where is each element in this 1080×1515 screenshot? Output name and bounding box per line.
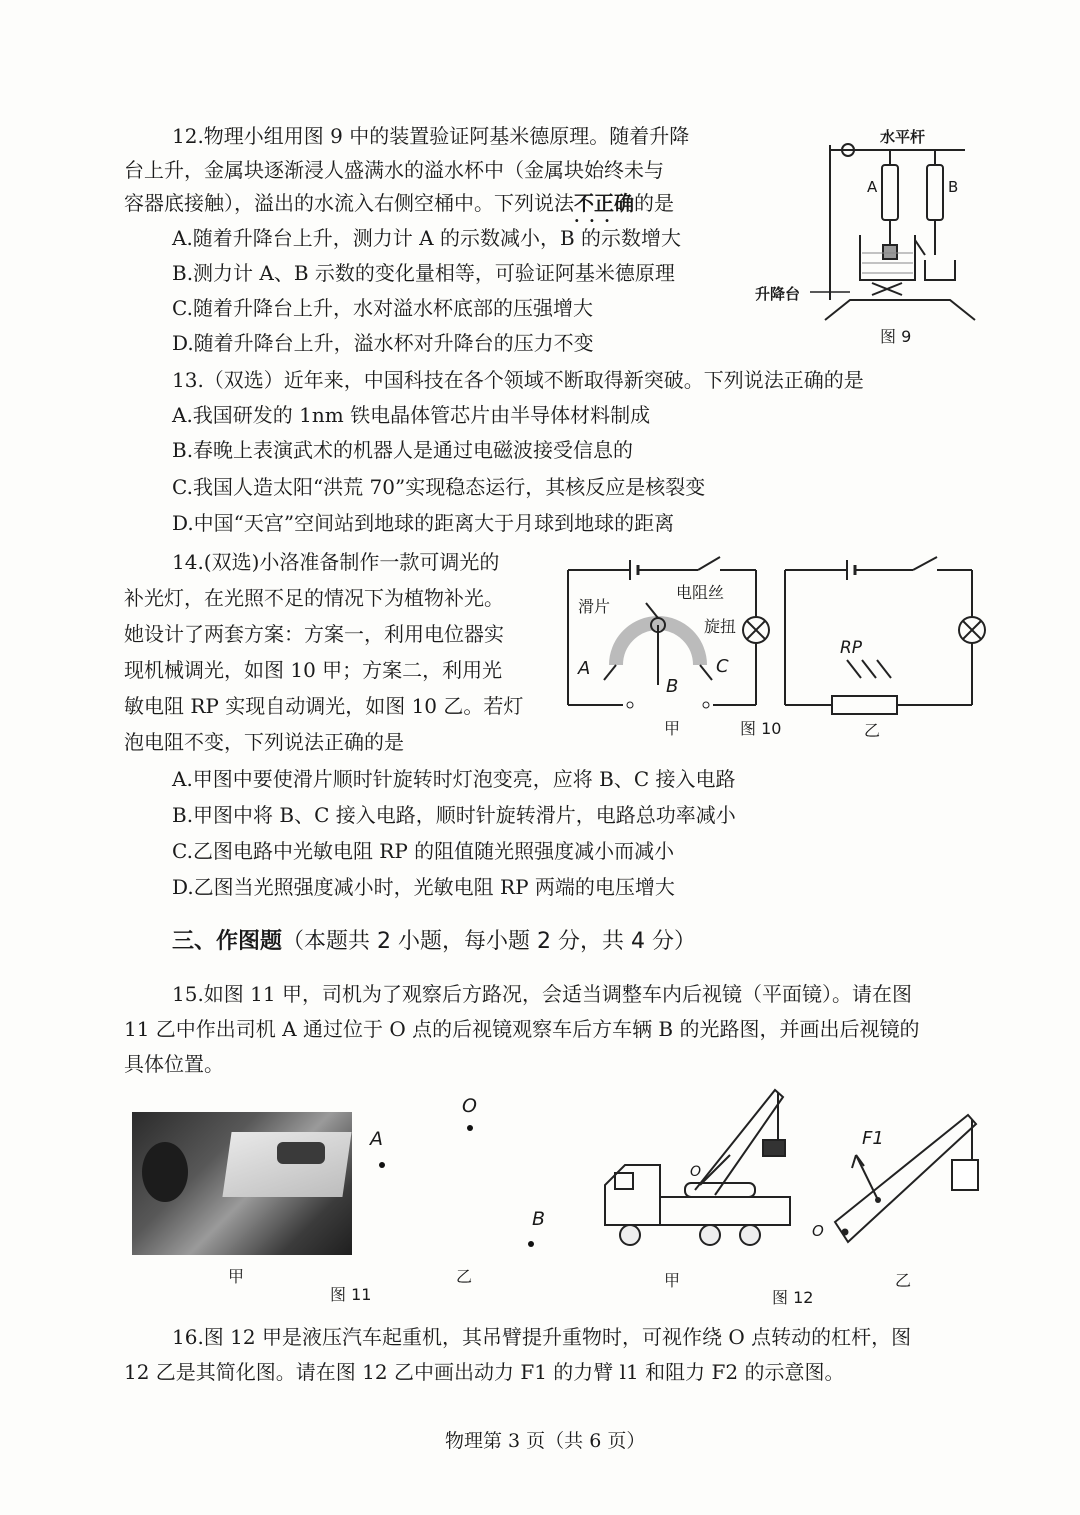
fig12-caption: 图 12 [772,1288,814,1307]
fig12-f1-label: F1 [862,1128,884,1149]
fig10-knob-label: 旋扭 [704,617,737,636]
q12-option-b: B.测力计 A、B 示数的变化量相等，可验证阿基米德原理 [172,261,675,285]
fig11-point-o-label: O [462,1095,477,1117]
q12-option-a: A.随着升降台上升，测力计 A 的示数减小，B 的示数增大 [172,226,682,250]
q12-not-correct-emphasis: 不正确 · · · [574,191,634,215]
fig12-yi-label: 乙 [895,1271,912,1290]
fig10-yi-label: 乙 [864,721,881,740]
q14-stem-line6: 泡电阻不变，下列说法正确的是 [124,730,404,754]
fig10-caption: 图 10 [740,719,782,738]
q16-line1: 16.图 12 甲是液压汽车起重机，其吊臂提升重物时，可视作绕 O 点转动的杠杆，图 [172,1325,912,1349]
fig9-caption: 图 9 [880,327,912,346]
fig9-meter-a-label: A [867,178,878,196]
fig12-lever-diagram [830,1110,980,1250]
fig12-jia-pivot-o-label: O [690,1164,702,1180]
section-3-title: 三、作图题 [172,929,283,954]
q15-line2: 11 乙中作出司机 A 通过位于 O 点的后视镜观察车后方车辆 B 的光路图，并画出后视镜的 [124,1017,920,1041]
page-footer: 物理第 3 页（共 6 页） [445,1430,646,1452]
q12-stem-line3: 容器底接触），溢出的水流入右侧空桶中。下列说法不正确 · · ·的是 [124,189,674,217]
q15-line3: 具体位置。 [124,1052,224,1076]
figure-10-circuit-yi [785,555,975,710]
section-3-note: （本题共 2 小题，每小题 2 分，共 4 分） [282,929,696,954]
q14-stem-line2: 补光灯，在光照不足的情况下为植物补光。 [124,586,504,610]
fig11-point-b-label: B [532,1208,546,1230]
fig11-point-o [466,1124,474,1132]
fig9-pointer-line [810,291,850,295]
fig11-point-b [527,1240,535,1248]
q13-option-d: D.中国“天宫”空间站到地球的距离大于月球到地球的距离 [172,511,675,535]
q13-stem: 13.（双选）近年来，中国科技在各个领域不断取得新突破。下列说法正确的是 [172,368,864,392]
q12-option-d: D.随着升降台上升，溢水杯对升降台的压力不变 [172,331,594,355]
fig11-driver-photo [132,1112,352,1255]
q16-line2: 12 乙是其简化图。请在图 12 乙中画出动力 F1 的力臂 l1 和阻力 F2 的示意图。 [124,1360,845,1384]
fig12-jia-label: 甲 [664,1271,681,1290]
q14-stem-line3: 她设计了两套方案：方案一，利用电位器实 [124,622,504,646]
q14-stem-line1: 14.(双选)小洛准备制作一款可调光的 [172,550,500,574]
fig11-yi-label: 乙 [456,1267,473,1286]
q12-option-c: C.随着升降台上升，水对溢水杯底部的压强增大 [172,296,593,320]
q14-option-d: D.乙图当光照强度减小时，光敏电阻 RP 两端的电压增大 [172,875,675,899]
fig11-point-a-label: A [370,1128,383,1150]
fig10-terminal-a: A [578,658,591,679]
q14-stem-line5: 敏电阻 RP 实现自动调光，如图 10 乙。若灯 [124,694,524,718]
fig10-resistance-wire-label: 电阻丝 [676,583,725,602]
q14-option-b: B.甲图中将 B、C 接入电路，顺时针旋转滑片，电路总功率减小 [172,803,736,827]
fig10-terminal-c: C [716,656,729,677]
q14-stem-line4: 现机械调光，如图 10 甲；方案二，利用光 [124,658,503,682]
figure-9-apparatus [820,125,980,325]
q13-option-b: B.春晚上表演武术的机器人是通过电磁波接受信息的 [172,438,634,462]
q12-stem-line1: 12.物理小组用图 9 中的装置验证阿基米德原理。随着升降 [172,124,690,148]
fig10-slider-label: 滑片 [578,597,611,616]
fig9-horizontal-bar-label: 水平杆 [880,128,926,146]
fig11-caption: 图 11 [330,1285,372,1304]
q12-stem-line2: 台上升，金属块逐渐浸人盛满水的溢水杯中（金属块始终未与 [124,158,664,182]
q13-option-a: A.我国研发的 1nm 铁电晶体管芯片由半导体材料制成 [172,403,651,427]
q14-option-a: A.甲图中要使滑片顺时针旋转时灯泡变亮，应将 B、C 接入电路 [172,767,736,791]
fig10-rp-label: RP [840,638,863,658]
fig9-lift-stage-label: 升降台 [755,285,801,303]
fig10-terminal-b: B [666,676,679,697]
fig10-jia-label: 甲 [664,719,681,738]
fig11-jia-label: 甲 [228,1267,245,1286]
q14-option-c: C.乙图电路中光敏电阻 RP 的阻值随光照强度减小而减小 [172,839,675,863]
fig11-point-a [378,1161,386,1169]
fig12-yi-pivot-o-label: O [812,1222,824,1240]
q13-option-c: C.我国人造太阳“洪荒 70”实现稳态运行，其核反应是核裂变 [172,475,706,499]
q15-line1: 15.如图 11 甲，司机为了观察后方路况，会适当调整车内后视镜（平面镜）。请在图 [172,982,912,1006]
fig9-meter-b-label: B [948,178,959,196]
section-3-heading [172,928,696,956]
